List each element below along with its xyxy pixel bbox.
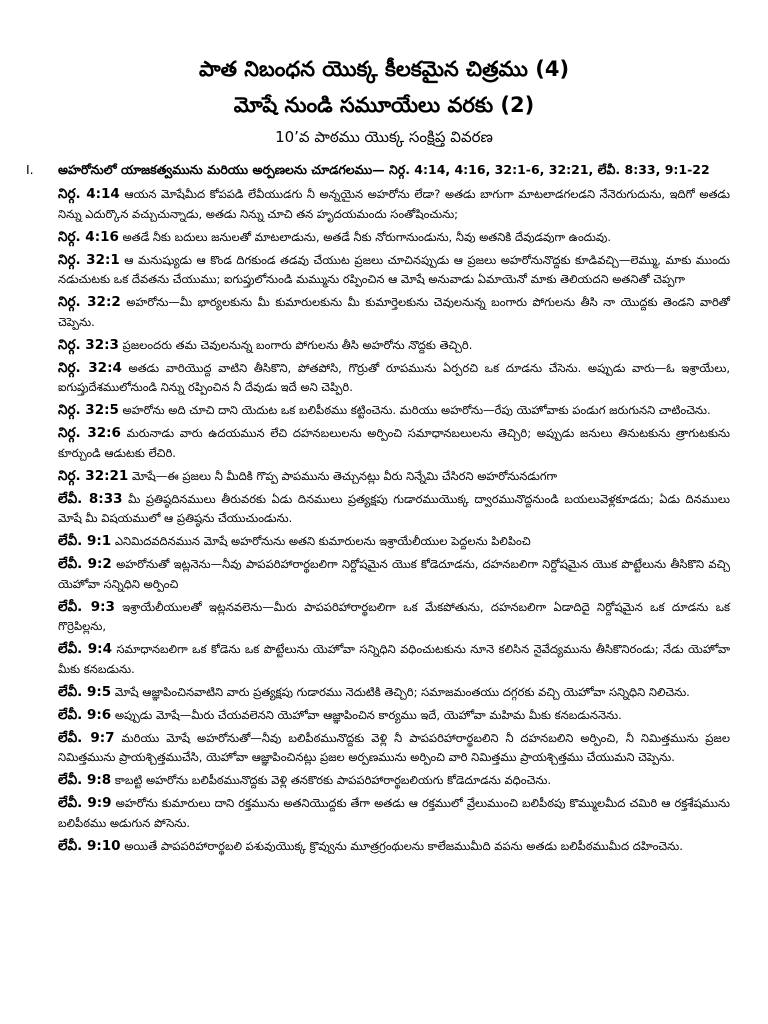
verse-text: ఇశ్రాయేలీయులతో ఇట్లనవలెను—మీరు పాపపరిహారార్థబలిగా ఒక మేకపోతును, దహనబలిగా ఏడాదిదై నిర్దోషమైన ఒక దూడను ఒక గొర్రెపిల్లను, bbox=[58, 599, 731, 633]
verse-reference: నిర్గ. 32:2 bbox=[58, 294, 121, 310]
verse-reference: లేవీ. 9:7 bbox=[58, 729, 115, 746]
verse-text: అయితే పాపపరిహారార్థబలి పశువుయొక్క క్రొవ్వును మూత్రగ్రంథులను కాలేజముమీది వపను అతడు బలిపీఠముమీద దహించెను. bbox=[124, 838, 683, 853]
verse-item bbox=[58, 228, 730, 248]
verse-text: ఎనిమిదవదినమున మోషే అహరోనును అతని కుమారులను ఇశ్రాయేలీయుల పెద్దలను పిలిపించి bbox=[114, 534, 531, 548]
verse-text: మరునాడు వారు ఉదయమున లేచి దహనబలులను అర్పించి సమాధానబలులను తెచ్చిరి; అప్పుడు జనులు తినుటకును త్రాగుటకును కూర్చుండి ఆడుటకు లేచిరి. bbox=[58, 426, 731, 460]
verse-item bbox=[58, 424, 730, 463]
verse-item bbox=[58, 640, 730, 679]
verse-text: అతడే నీకు బదులు జనులతో మాటలాడును, అతడే నీకు నోరుగానుండును, నీవు అతనికి దేవుడవుగా ఉందువు. bbox=[122, 229, 612, 244]
verse-item bbox=[58, 794, 730, 833]
verse-item bbox=[58, 837, 730, 857]
verse-item bbox=[58, 729, 730, 768]
verse-text: అహరోను కుమారులు దాని రక్తమును అతనియొద్దకు తేగా అతడు ఆ రక్తములో వ్రేలుముంచి బలిపీఠపు కొమ్ములమీద చమిరి ఆ రక్తశేషమును బలిపీఠము అడుగున పోసెను. bbox=[58, 796, 730, 830]
verse-text: అప్పుడు మోషే—మీరు చేయవలెనని యెహోవా ఆజ్ఞాపించిన కార్యము ఇదే, యెహోవా మహిమ మీకు కనబడుననెను. bbox=[114, 707, 622, 722]
verse-reference: నిర్గ. 4:14 bbox=[58, 186, 120, 202]
verse-text: అతడు వారియొద్ద వాటిని తీసికొని, పోతపోసి, గొర్రుతో రూపమును ఏర్పరచి ఒక దూడను చేసెను. అప్పుడు వారు—ఓ ఇశ్రాయేలు, ఐగుప్తుదేశములోనుండి నిన్ను రప్పించిన నీ దేవుడు ఇదే అని చెప్పిరి. bbox=[58, 360, 730, 394]
verse-reference: నిర్గ. 32:5 bbox=[58, 402, 119, 418]
verse-reference: లేవీ. 9:3 bbox=[58, 598, 115, 615]
verse-item bbox=[58, 598, 730, 637]
verse-item bbox=[58, 293, 730, 332]
verse-reference: నిర్గ. 32:3 bbox=[58, 336, 119, 353]
verse-item bbox=[58, 251, 730, 290]
verse-item bbox=[58, 359, 730, 398]
verse-reference: లేవీ. 9:1 bbox=[58, 533, 112, 549]
verse-item bbox=[58, 336, 730, 356]
verse-reference: నిర్గ. 32:21 bbox=[58, 467, 129, 484]
verse-text: మోషే ఆజ్ఞాపించినవాటిని వారు ప్రత్యక్షపు గుడారము నెదుటికి తెచ్చిరి; సమాజమంతయు దగ్గరకు వచ్చి యెహోవా సన్నిధిని నిలిచెను. bbox=[114, 684, 690, 699]
verse-item bbox=[58, 532, 730, 552]
page-title: పాత నిబంధన యొక్క కీలకమైన చిత్రము (4) bbox=[198, 57, 570, 81]
verse-reference: నిర్గ. 32:6 bbox=[58, 425, 121, 441]
verse-text: అహరోను అది చూచి దాని యెదుట ఒక బలిపీఠము కట్టించెను. మరియు అహరోను—రేపు యెహోవాకు పండుగ జరుగునని చాటించెను. bbox=[122, 403, 711, 417]
verse-text: మీ ప్రతిష్ఠదినములు తీరువరకు ఏడు దినములు ప్రత్యక్షపు గుడారముయొక్క ద్వారమునొద్దనుండి బయలువెళ్లకూడదు; ఏడు దినములు మోషే మీ విషయములో ఆ ప్రతిష్ఠను చేయుచుండును. bbox=[58, 491, 730, 525]
section-heading bbox=[26, 160, 738, 180]
verse-item bbox=[58, 771, 730, 791]
page-title-secondary: మోషే నుండి సమూయేలు వరకు (2) bbox=[233, 93, 535, 117]
verse-item bbox=[58, 401, 730, 421]
verse-reference: నిర్గ. 32:4 bbox=[58, 359, 122, 376]
verse-item bbox=[58, 706, 730, 726]
section-heading-text: అహరోనులో యాజకత్వమును మరియు అర్పణలను చూడగలము— నిర్గ. 4:14, 4:16, 32:1-6, 32:21, లేవీ. 8:33, 9:1-22 bbox=[58, 162, 710, 177]
verse-item bbox=[58, 683, 730, 703]
verse-text: ఆ మనుష్యుడు ఆ కొండ దిగకుండ తడవు చేయుట ప్రజలు చూచినప్పుడు ఆ ప్రజలు అహరోనునొద్దకు కూడివచ్చి—లెమ్ము, మాకు ముందు నడుచుటకు ఒక దేవతను చేయుము; ఐగుప్తులోనుండి మమ్మును రప్పించిన ఆ మోషే అనువాడు ఏమాయెనో మాకు తెలియదని అతనితో చెప్పగా bbox=[58, 252, 730, 286]
verse-text: అహరోను—మీ భార్యలకును మీ కుమారులకును మీ కుమార్తెలకును చెవులనున్న బంగారు పోగులను తీసి నా యొద్దకు తెండని వారితో చెప్పెను. bbox=[58, 295, 730, 329]
page-subtitle: 10’వ పాఠము యొక్క సంక్షిప్త వివరణ bbox=[275, 128, 493, 146]
verse-reference: లేవీ. 9:2 bbox=[58, 556, 112, 572]
verse-text: సమాధానబలిగా ఒక కోడెను ఒక పొట్టేలును యెహోవా సన్నిధిని వధించుటకును నూనె కలిసిన నైవేద్యమును తీసికొనిరండు; నేడు యెహోవా మీకు కనబడును. bbox=[58, 642, 730, 676]
verse-reference: లేవీ. 9:10 bbox=[58, 837, 121, 854]
verse-text: మోషే—ఈ ప్రజలు నీ మీదికి గొప్ప పాపమును తెచ్చునట్లు వీరు నిన్నేమి చేసిరని అహరోనునడుగగా bbox=[131, 468, 558, 483]
verse-item bbox=[58, 490, 730, 529]
verse-text: ప్రజలందరు తమ చెవులనున్న బంగారు పోగులను తీసి అహరోను నొద్దకు తెచ్చిరి. bbox=[122, 337, 473, 352]
verse-reference: లేవీ. 8:33 bbox=[58, 490, 123, 507]
verse-text: అహరోనుతో ఇట్లనెను—నీవు పాపపరిహారార్థబలిగా నిర్దోషమైన యొక కోడెదూడను, దహనబలిగా నిర్దోషమైన యొక పొట్టేలును తీసికొని వచ్చి యెహోవా సన్నిధిని అర్పించి bbox=[58, 557, 730, 591]
verse-text: మరియు మోషే అహరోనుతో—నీవు బలిపీఠమునొద్దకు వెళ్లి నీ పాపపరిహారార్థబలిని నీ దహనబలిని అర్పించి, నీ నిమిత్తమును ప్రజల నిమిత్తమును ప్రాయశ్చిత్తముచేసి, యెహోవా ఆజ్ఞాపించినట్లు ప్రజల అర్పణమును అర్పించి వారి నిమిత్తము ప్రాయశ్చిత్తము చేయుమని చెప్పెను. bbox=[58, 730, 730, 764]
verse-text: ఆయన మోషేమీద కోపపడి లేవీయుడగు నీ అన్నయైన అహరోను లేడా? అతడు బాగుగా మాటలాడగలడని నేనెరుగుదును, ఇదిగో అతడు నిన్ను ఎదుర్కొన వచ్చుచున్నాడు, అతడు నిన్ను చూచి తన హృదయమందు సంతోషించును; bbox=[58, 187, 731, 221]
verse-list bbox=[58, 185, 730, 860]
section-number: I. bbox=[26, 162, 34, 177]
verse-reference: లేవీ. 9:9 bbox=[58, 795, 112, 811]
verse-reference: నిర్గ. 32:1 bbox=[58, 251, 120, 268]
verse-reference: లేవీ. 9:5 bbox=[58, 683, 112, 700]
verse-reference: నిర్గ. 4:16 bbox=[58, 228, 119, 245]
verse-item bbox=[58, 467, 730, 487]
verse-item bbox=[58, 555, 730, 594]
verse-reference: లేవీ. 9:4 bbox=[58, 641, 112, 657]
verse-item bbox=[58, 185, 730, 224]
verse-reference: లేవీ. 9:8 bbox=[58, 772, 112, 788]
verse-reference: లేవీ. 9:6 bbox=[58, 706, 112, 723]
verse-text: కాబట్టి అహరోను బలిపీఠమునొద్దకు వెళ్లి తనకొరకు పాపపరిహారార్థబలియగు కోడెదూడను వధించెను. bbox=[114, 773, 552, 787]
